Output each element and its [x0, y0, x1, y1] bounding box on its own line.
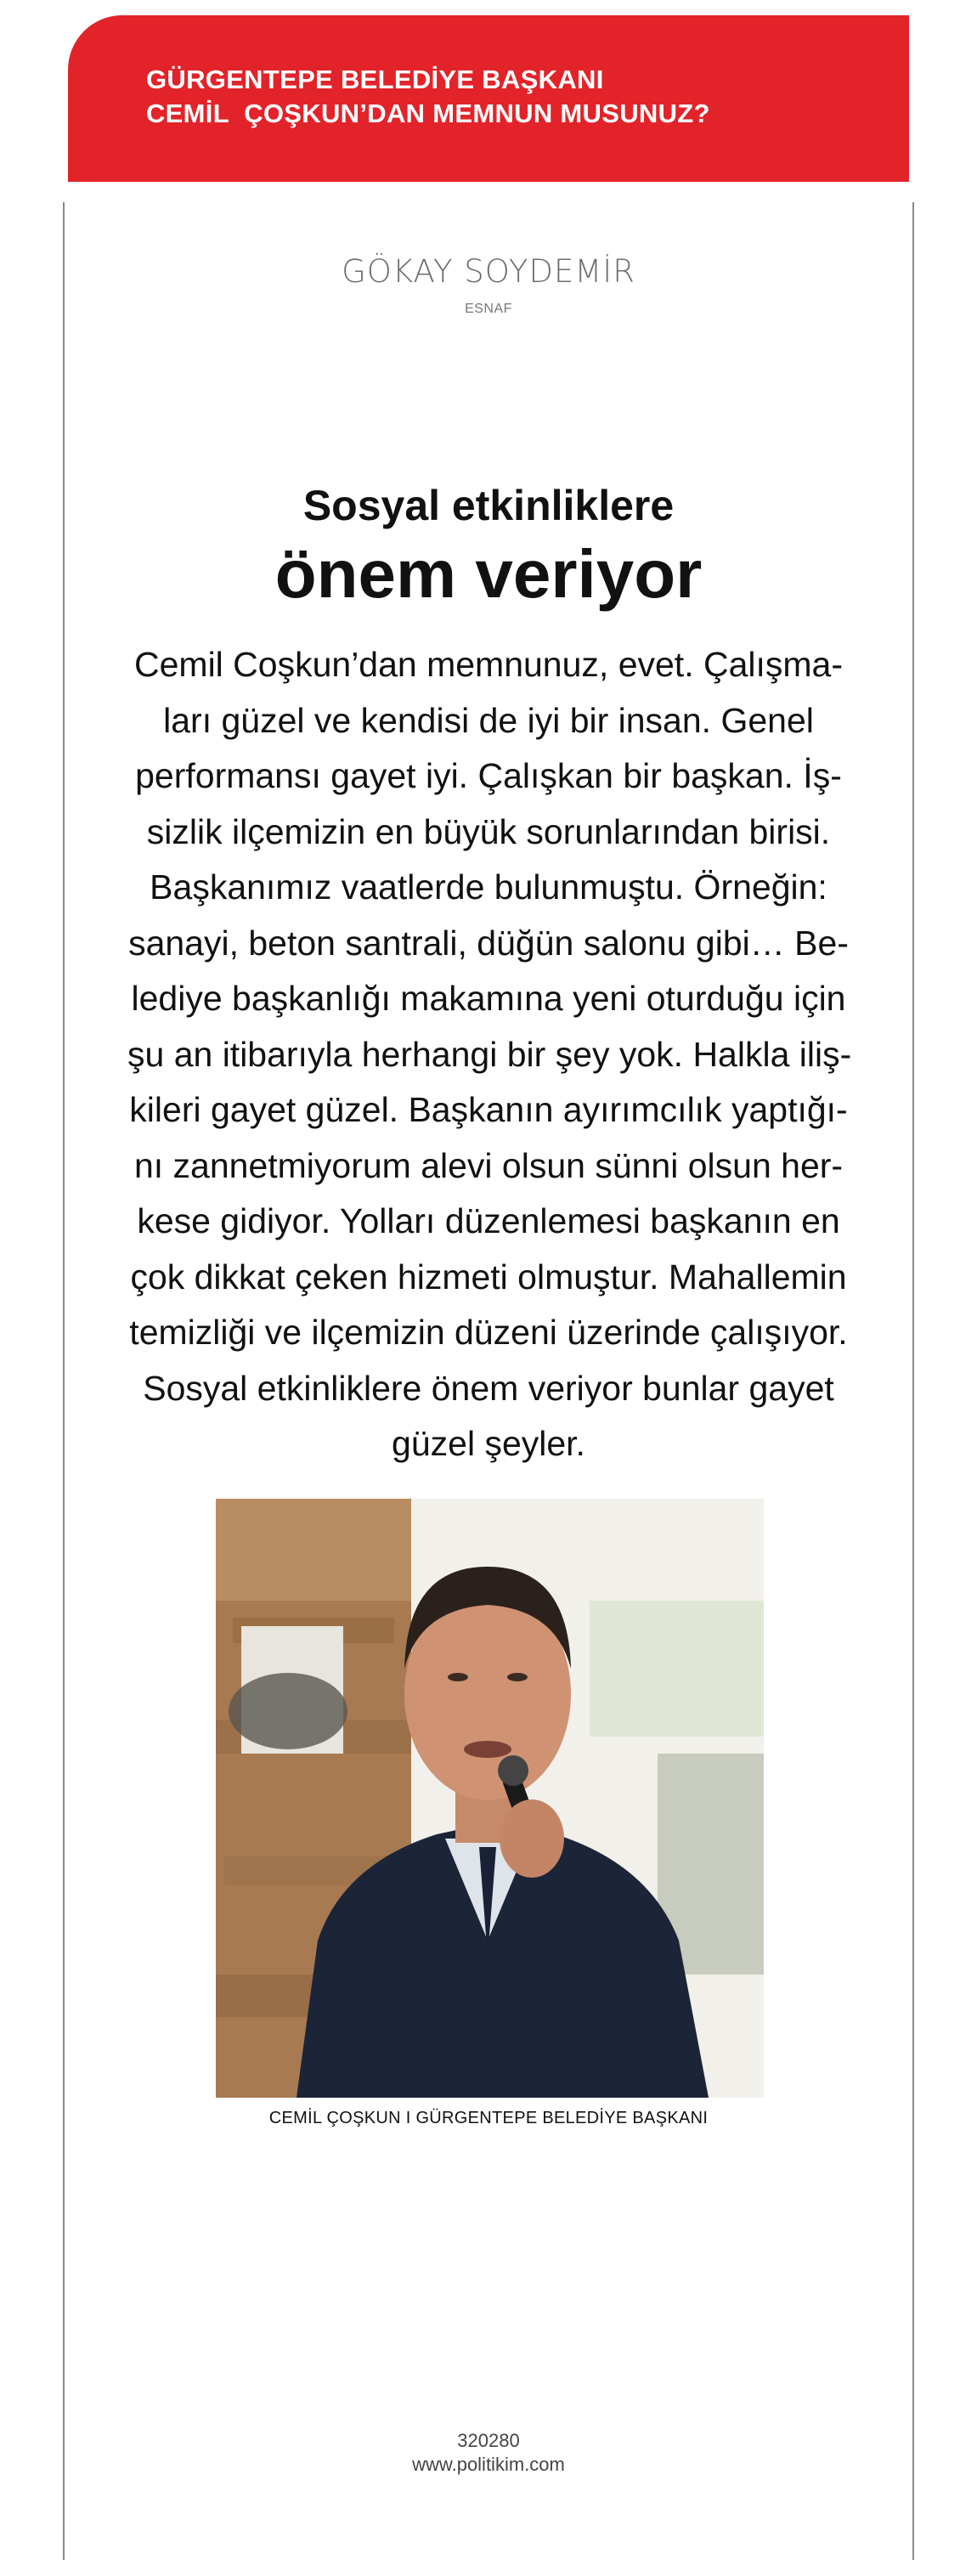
photo-caption: CEMİL ÇOŞKUN I GÜRGENTEPE BELEDİYE BAŞKANI [268, 2109, 709, 2127]
article-body-line: performansı gayet iyi. Çalışkan bir başkan. İş- [135, 756, 842, 795]
article-body-line: çok dikkat çeken hizmeti olmuştur. Mahallemin [130, 1257, 847, 1296]
article-body-line: ları güzel ve kendisi de iyi bir insan. Genel [163, 700, 814, 740]
footer-url: www.politikim.com [412, 2454, 565, 2475]
article-body-line: Cemil Coşkun’dan memnunuz, evet. Çalışma- [134, 645, 843, 684]
headline-line-1: Sosyal etkinliklere [302, 482, 675, 529]
article-body-line: nı zannetmiyorum alevi olsun sünni olsun her- [133, 1145, 844, 1185]
header-title-line-1: GÜRGENTEPE BELEDİYE BAŞKANI [146, 65, 604, 94]
header-banner [68, 15, 909, 182]
article-body-line: Sosyal etkinliklere önem veriyor bunlar gayet [143, 1368, 834, 1408]
article-body-line: lediye başkanlığı makamına yeni oturduğu için [131, 979, 846, 1018]
headline-line-2: önem veriyor [274, 536, 703, 612]
article-body-line: Başkanımız vaatlerde bulunmuştu. Örneğin: [150, 867, 827, 907]
article-body-line: sanayi, beton santrali, düğün salonu gibi… Be- [128, 923, 849, 963]
author-role: ESNAF [465, 302, 512, 316]
footer-code: 320280 [457, 2430, 520, 2451]
article-body-line: güzel şeyler. [392, 1424, 585, 1463]
article-body-line: temizliği ve ilçemizin düzeni üzerinde çalışıyor. [129, 1313, 848, 1352]
article-body [127, 637, 850, 1472]
mayor-photo [216, 1499, 764, 2098]
article-body-line: sizlik ilçemizin en büyük sorunlarından birisi. [146, 811, 831, 851]
header-title-line-2: CEMİL ÇOŞKUN’DAN MEMNUN MUSUNUZ? [146, 99, 710, 128]
article-body-line: kese gidiyor. Yolları düzenlemesi başkanın en [137, 1201, 840, 1240]
article-body-line: şu an itibarıyla herhangi bir şey yok. Halkla iliş- [127, 1034, 852, 1074]
article-body-line: kileri gayet güzel. Başkanın ayırımcılık yaptığı- [129, 1090, 848, 1129]
author-name: GÖKAY SOYDEMİR [342, 253, 635, 290]
